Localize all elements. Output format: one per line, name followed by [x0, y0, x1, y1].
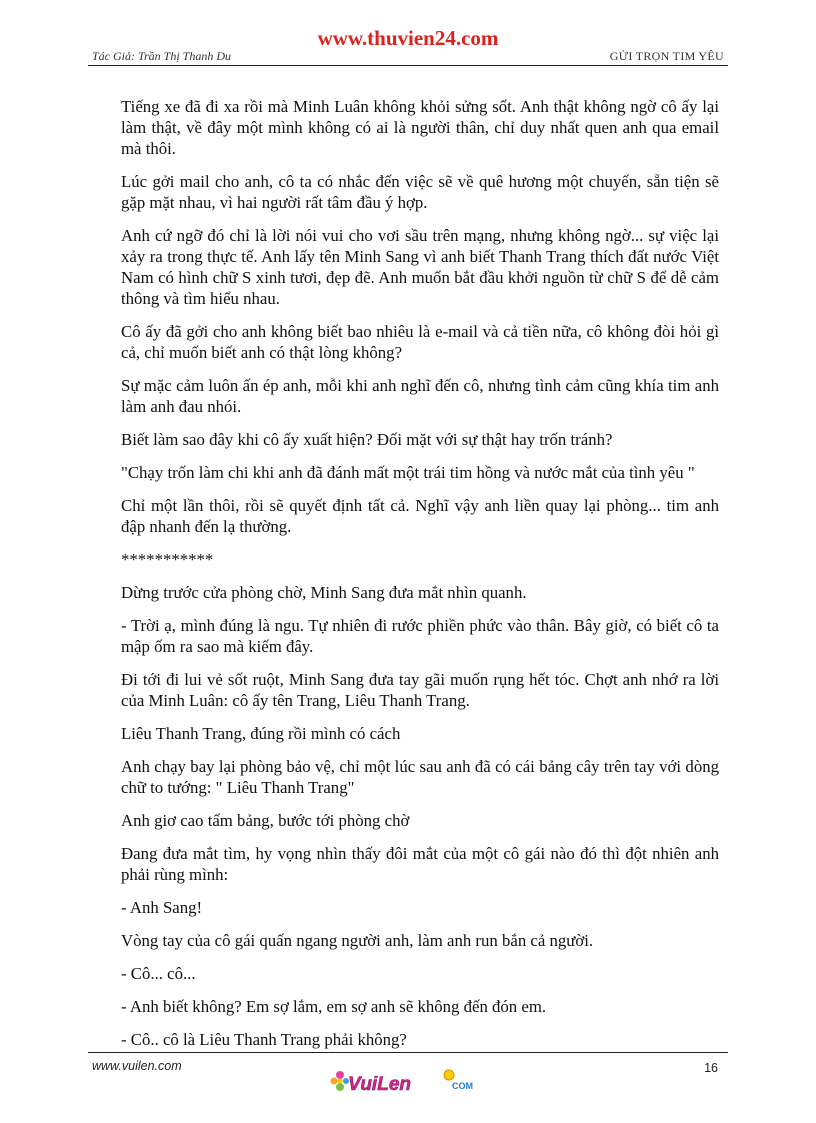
- logo-suffix: COM: [452, 1081, 473, 1091]
- footer-divider: [88, 1052, 728, 1053]
- header-divider: [88, 65, 728, 66]
- paragraph: - Trời ạ, mình đúng là ngu. Tự nhiên đi rước phiền phức vào thân. Bây giờ, có biết cô ta mập ốm ra sao mà kiếm đây.: [121, 616, 719, 656]
- paragraph: - Cô... cô...: [121, 964, 196, 983]
- paragraph: Anh chạy bay lại phòng bảo vệ, chỉ một lúc sau anh đã có cái bảng cây trên tay với dòng chữ to tướng: " Liêu Thanh Trang": [121, 757, 719, 797]
- author-credit: Tác Giả: Trần Thị Thanh Du: [92, 49, 232, 63]
- paragraph: Chỉ một lần thôi, rồi sẽ quyết định tất cả. Nghĩ vậy anh liền quay lại phòng... tim anh đập nhanh đến lạ thường.: [121, 496, 719, 536]
- paragraph: - Anh biết không? Em sợ lắm, em sợ anh sẽ không đến đón em.: [121, 997, 547, 1016]
- paragraph: Liêu Thanh Trang, đúng rồi mình có cách: [121, 724, 401, 743]
- paragraph: Lúc gởi mail cho anh, cô ta có nhắc đến việc sẽ về quê hương một chuyến, sẵn tiện sẽ gặp mặt nhau, vì hai người rất tâm đầu ý hợp.: [121, 172, 719, 212]
- paragraph: - Cô.. cô là Liêu Thanh Trang phải không?: [121, 1030, 407, 1049]
- page-number: 16: [704, 1061, 718, 1075]
- paragraph: Cô ấy đã gởi cho anh không biết bao nhiêu là e-mail và cả tiền nữa, cô không đòi hỏi gì cả, chỉ muốn biết anh có thật lòng không?: [121, 322, 719, 362]
- vuilen-logo: [328, 1064, 488, 1100]
- paragraph: Vòng tay của cô gái quấn ngang người anh, làm anh run bắn cả người.: [121, 931, 594, 950]
- story-body: [121, 96, 719, 1062]
- paragraph: Anh giơ cao tấm bảng, bước tới phòng chờ: [121, 811, 410, 830]
- paragraph: Đi tới đi lui vẻ sốt ruột, Minh Sang đưa tay gãi muốn rụng hết tóc. Chợt anh nhớ ra lời của Minh Luân: cô ấy tên Trang, Liêu Thanh Trang.: [121, 670, 719, 710]
- paragraph: Biết làm sao đây khi cô ấy xuất hiện? Đối mặt với sự thật hay trốn tránh?: [121, 430, 613, 449]
- paragraph: "Chạy trốn làm chi khi anh đã đánh mất một trái tim hồng và nước mắt của tình yêu ": [121, 463, 695, 482]
- paragraph: Anh cứ ngỡ đó chỉ là lời nói vui cho vơi sầu trên mạng, nhưng không ngờ... sự việc lại xảy ra trong thực tế. Anh lấy tên Minh Sang vì anh biết Thanh Trang thích đất nước Việt Nam có hình chữ S xinh tươi, đẹp đẽ. Anh muốn bắt đầu khởi nguồn từ chữ S để dễ cảm thông và tìm hiểu nhau.: [121, 226, 719, 308]
- paragraph: Tiếng xe đã đi xa rồi mà Minh Luân không khỏi sửng sốt. Anh thật không ngờ cô ấy lại làm thật, về đây một mình không có ai là người thân, chỉ duy nhất quen anh qua email mà thôi.: [121, 97, 719, 158]
- paragraph: - Anh Sang!: [121, 898, 203, 917]
- site-url[interactable]: www.thuvien24.com: [317, 26, 499, 50]
- scene-break: ***********: [121, 550, 214, 569]
- paragraph: Đang đưa mắt tìm, hy vọng nhìn thấy đôi mắt của một cô gái nào đó thì đột nhiên anh phải rùng mình:: [121, 844, 719, 884]
- sun-icon: [444, 1070, 454, 1080]
- book-title: GỬI TRỌN TIM YÊU: [609, 49, 724, 63]
- logo-wordmark: VuiLen: [348, 1074, 411, 1095]
- paragraph: Sự mặc cảm luôn ấn ép anh, mỗi khi anh nghĩ đến cô, nhưng tình cảm cũng khía tim anh làm anh đau nhói.: [121, 376, 719, 416]
- footer-site[interactable]: www.vuilen.com: [92, 1059, 182, 1073]
- paragraph: Dừng trước cửa phòng chờ, Minh Sang đưa mắt nhìn quanh.: [121, 583, 527, 602]
- flower-icon: [331, 1071, 350, 1091]
